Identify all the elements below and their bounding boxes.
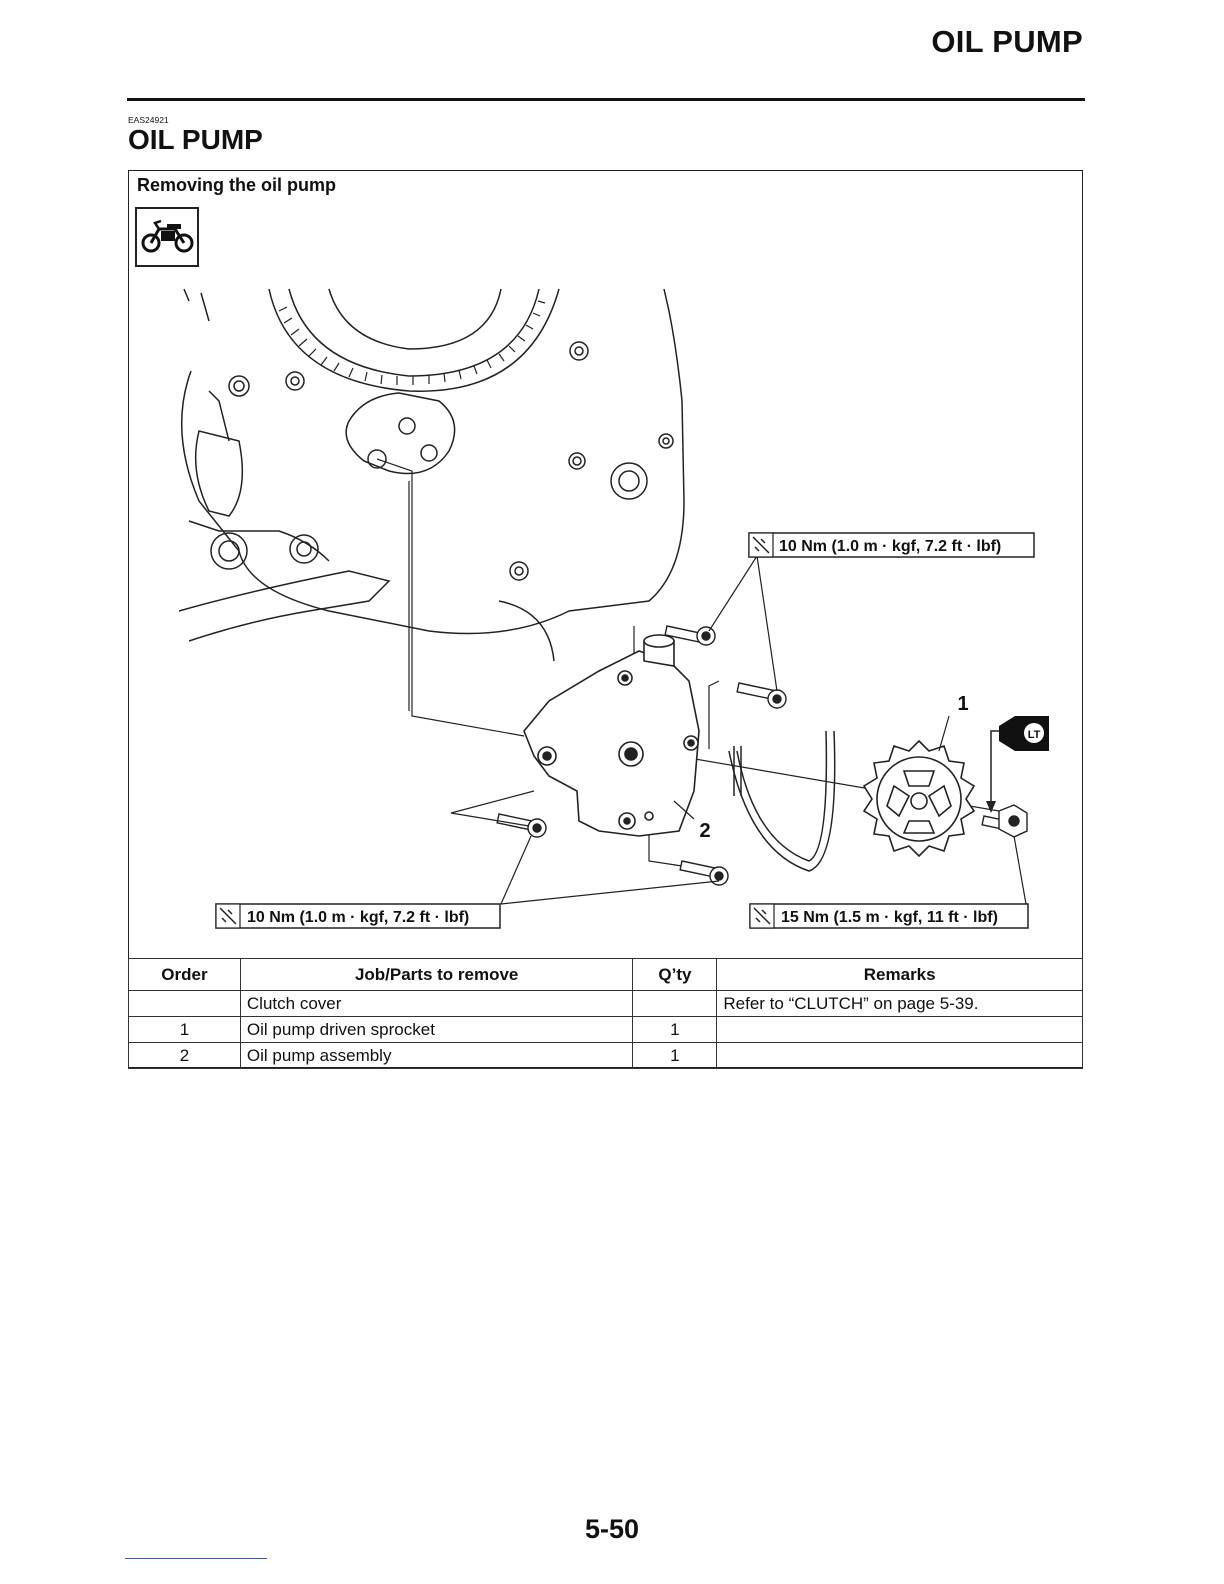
parts-table: [128, 958, 1083, 1069]
torque-callout-bottom-left: [216, 904, 500, 928]
section-code: EAS24921: [128, 115, 169, 125]
row-remarks: [717, 1043, 1083, 1069]
row-order: [129, 991, 241, 1017]
table-row: [129, 1017, 1083, 1043]
row-job: Clutch cover: [240, 991, 633, 1017]
lt-badge-text: LT: [1027, 729, 1041, 741]
oil-pump-diagram: [129, 171, 1084, 961]
table-row: [129, 991, 1083, 1017]
torque-label-bottom-right: 15 Nm (1.5 m · kgf, 11 ft · lbf): [781, 909, 998, 926]
torque-callout-bottom-right: [750, 904, 1028, 928]
col-qty-header: Q’ty: [633, 959, 717, 991]
torque-label-bottom-left: 10 Nm (1.0 m · kgf, 7.2 ft · lbf): [247, 909, 470, 926]
torque-callout-top: [749, 533, 1034, 557]
part-number-1: 1: [957, 693, 969, 715]
page-header-title: OIL PUMP: [931, 24, 1083, 59]
part-number-2: 2: [699, 820, 711, 842]
procedure-box: [128, 170, 1083, 1068]
col-job-header: Job/Parts to remove: [240, 959, 633, 991]
col-order-header: Order: [129, 959, 241, 991]
col-remarks-header: Remarks: [717, 959, 1083, 991]
torque-label-top: 10 Nm (1.0 m · kgf, 7.2 ft · lbf): [779, 538, 1002, 555]
row-order: 2: [129, 1043, 241, 1069]
row-job: Oil pump assembly: [240, 1043, 633, 1069]
row-qty: [633, 991, 717, 1017]
header-rule: [127, 98, 1085, 101]
row-qty: 1: [633, 1017, 717, 1043]
row-remarks: [717, 1017, 1083, 1043]
row-remarks: Refer to “CLUTCH” on page 5-39.: [717, 991, 1083, 1017]
page-number: 5-50: [584, 1514, 640, 1544]
procedure-title: Removing the oil pump: [137, 175, 337, 195]
row-qty: 1: [633, 1043, 717, 1069]
table-row: [129, 1043, 1083, 1069]
row-order: 1: [129, 1017, 241, 1043]
table-header-row: [129, 959, 1083, 991]
footer-link-underline: [125, 1558, 267, 1559]
row-job: Oil pump driven sprocket: [240, 1017, 633, 1043]
section-title: OIL PUMP: [128, 124, 263, 155]
